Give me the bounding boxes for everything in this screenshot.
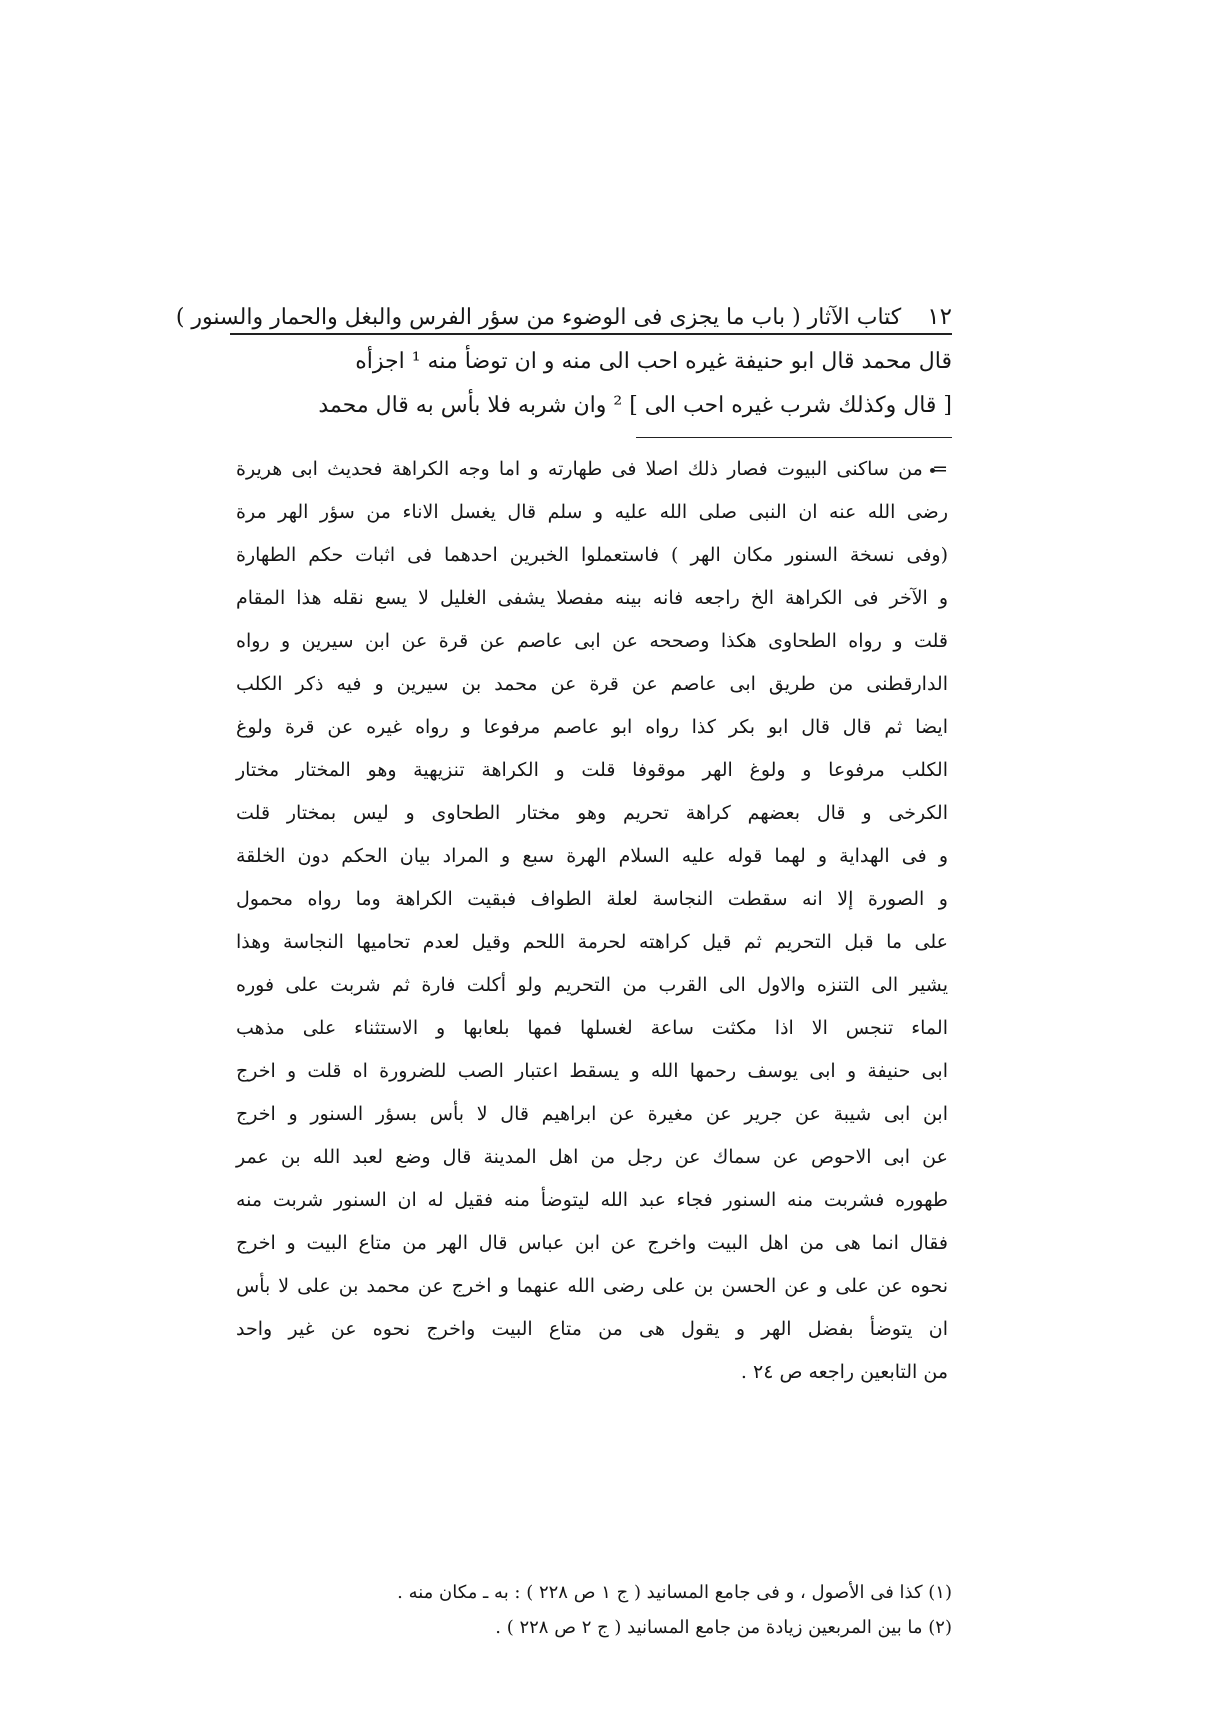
- commentary-line: ابن ابى شيبة عن جرير عن مغيرة عن ابراهيم قال لا بأس بسؤر السنور و اخرج: [236, 1103, 948, 1125]
- commentary-line: عن ابى الاحوص عن سماك عن رجل من اهل المدينة قال وضع لعبد الله بن عمر: [236, 1146, 948, 1168]
- commentary-line: = من ساكنى البيوت فصار ذلك اصلا فى طهارته و اما وجه الكراهة فحديث ابى هريرة: [236, 458, 948, 480]
- header-rule: [230, 333, 952, 335]
- commentary-line: و الآخر فى الكراهة الخ راجعه فانه بينه مفصلا يشفى الغليل لا يسع نقله هذا المقام: [236, 587, 948, 609]
- main-text: [236, 340, 952, 428]
- commentary-line: الدارقطنى من طريق ابى عاصم عن قرة عن محمد بن سيرين و فيه ذكر الكلب: [236, 673, 948, 695]
- footnote: (١) كذا فى الأصول ، و فى جامع المسانيد ( ج ١ ص ٢٢٨ ) : به ـ مكان منه .: [397, 1582, 952, 1603]
- commentary-line: الكلب مرفوعا و ولوغ الهر موقوفا قلت و الكراهة تنزيهية وهو المختار مختار: [236, 759, 948, 781]
- main-text-line: قال محمد قال ابو حنيفة غيره احب الى منه و ان توضأ منه ¹ اجزأه: [355, 349, 952, 374]
- commentary-line: ابى حنيفة و ابى يوسف رحمها الله و يسقط اعتبار الصب للضرورة اه قلت و اخرج: [236, 1060, 948, 1082]
- commentary-line: طهوره فشربت منه السنور فجاء عبد الله ليتوضأ منه فقيل له ان السنور شربت منه: [236, 1189, 948, 1211]
- main-text-line: [ قال وكذلك شرب غيره احب الى ] ² وان شربه فلا بأس به قال محمد: [318, 393, 952, 418]
- commentary-line: ان يتوضأ بفضل الهر و يقول هى من متاع البيت واخرج نحوه عن غير واحد: [236, 1318, 948, 1340]
- commentary-line: يشير الى التنزه والاول الى القرب من التحريم ولو أكلت فارة ثم شربت على فوره: [236, 974, 948, 996]
- commentary-line: الماء تنجس الا اذا مكثت ساعة لغسلها فمها بلعابها و الاستثناء على مذهب: [236, 1017, 948, 1039]
- page-header: [175, 286, 952, 330]
- running-title: كتاب الآثار ( باب ما يجزى فى الوضوء من سؤر الفرس والبغل والحمار والسنور ): [175, 305, 902, 330]
- commentary-line: رضى الله عنه ان النبى صلى الله عليه و سلم قال يغسل الاناء من سؤر الهر مرة: [236, 501, 948, 523]
- page-number: ١٢: [927, 304, 952, 330]
- footnote: (٢) ما بين المربعين زيادة من جامع المسانيد ( ج ٢ ص ٢٢٨ ) .: [495, 1617, 952, 1638]
- commentary-line: على ما قبل التحريم ثم قيل كراهته لحرمة اللحم وقيل لعدم تحاميها النجاسة وهذا: [236, 931, 948, 953]
- commentary-line: و فى الهداية و لهما قوله عليه السلام الهرة سبع و المراد بيان الحكم دون الخلقة: [236, 845, 948, 867]
- commentary-line: (وفى نسخة السنور مكان الهر ) فاستعملوا الخبرين احدهما فى اثبات حكم الطهارة: [236, 544, 948, 566]
- commentary-line: فقال انما هى من اهل البيت واخرج عن ابن عباس قال الهر من متاع البيت و اخرج: [236, 1232, 948, 1254]
- commentary-block: [236, 448, 948, 1394]
- commentary-line: الكرخى و قال بعضهم كراهة تحريم وهو مختار الطحاوى و ليس بمختار قلت: [236, 802, 948, 824]
- commentary-line: قلت و رواه الطحاوى هكذا وصححه عن ابى عاصم عن قرة عن ابن سيرين و رواه: [236, 630, 948, 652]
- footnotes: [236, 1575, 952, 1645]
- commentary-line: ايضا ثم قال قال ابو بكر كذا رواه ابو عاصم مرفوعا و رواه غيره عن قرة ولوغ: [236, 716, 948, 738]
- commentary-line: من التابعين راجعه ص ٢٤ .: [740, 1361, 948, 1383]
- commentary-line: نحوه عن على و عن الحسن بن على رضى الله عنهما و اخرج عن محمد بن على لا بأس: [236, 1275, 948, 1297]
- commentary-line: و الصورة إلا انه سقطت النجاسة لعلة الطواف فبقيت الكراهة وما رواه محمول: [236, 888, 948, 910]
- separator-rule: [636, 437, 952, 438]
